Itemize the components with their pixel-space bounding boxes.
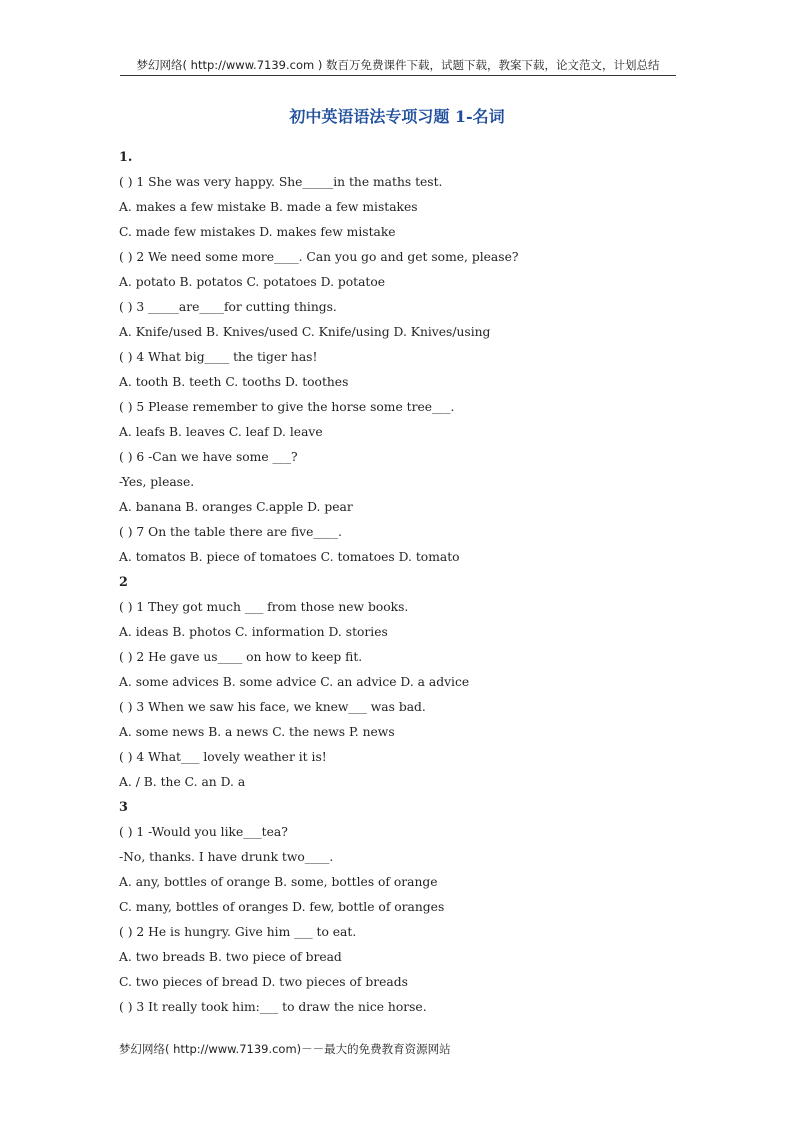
document-title: 初中英语语法专项习题 1-名词: [289, 107, 505, 126]
answer-options-line: A. / B. the C. an D. a: [119, 775, 246, 789]
answer-options-line: C. many, bottles of oranges D. few, bottle of oranges: [119, 900, 445, 914]
page-header: [120, 57, 676, 76]
answer-options-line: A. tomatos B. piece of tomatoes C. tomatoes D. tomato: [119, 550, 460, 564]
dialogue-line: -Yes, please.: [119, 475, 195, 489]
question-line: ( ) 5 Please remember to give the horse some tree___.: [119, 400, 455, 414]
question-line: ( ) 4 What___ lovely weather it is!: [119, 750, 327, 764]
document-body: [119, 145, 679, 1020]
question-line: ( ) 1 They got much ___ from those new books.: [119, 600, 409, 614]
question-line: ( ) 7 On the table there are five____.: [119, 525, 342, 539]
answer-options-line: A. any, bottles of orange B. some, bottles of orange: [119, 875, 438, 889]
answer-options-line: A. makes a few mistake B. made a few mistakes: [119, 200, 418, 214]
answer-options-line: A. some advices B. some advice C. an advice D. a advice: [119, 675, 470, 689]
section-heading: 2: [119, 575, 128, 590]
answer-options-line: A. two breads B. two piece of bread: [119, 950, 342, 964]
answer-options-line: A. ideas B. photos C. information D. stories: [119, 625, 388, 639]
page-footer: [119, 1041, 451, 1057]
question-line: ( ) 2 We need some more____. Can you go and get some, please?: [119, 250, 519, 264]
question-line: ( ) 3 It really took him:___ to draw the nice horse.: [119, 1000, 427, 1014]
answer-options-line: A. tooth B. teeth C. tooths D. toothes: [119, 375, 349, 389]
question-line: ( ) 6 -Can we have some ___?: [119, 450, 298, 464]
question-line: ( ) 2 He gave us____ on how to keep fit.: [119, 650, 363, 664]
answer-options-line: C. made few mistakes D. makes few mistake: [119, 225, 396, 239]
footer-text: 梦幻网络( http://www.7139.com)－－最大的免费教育资源网站: [119, 1042, 451, 1056]
answer-options-line: A. Knife/used B. Knives/used C. Knife/using D. Knives/using: [119, 325, 491, 339]
dialogue-line: -No, thanks. I have drunk two____.: [119, 850, 334, 864]
section-heading: 1.: [119, 150, 133, 165]
question-line: ( ) 2 He is hungry. Give him ___ to eat.: [119, 925, 357, 939]
answer-options-line: A. potato B. potatos C. potatoes D. potatoe: [119, 275, 386, 289]
answer-options-line: A. leafs B. leaves C. leaf D. leave: [119, 425, 323, 439]
question-line: ( ) 4 What big____ the tiger has!: [119, 350, 318, 364]
question-line: ( ) 3 _____are____for cutting things.: [119, 300, 337, 314]
section-heading: 3: [119, 800, 128, 815]
answer-options-line: A. some news B. a news C. the news P. news: [119, 725, 395, 739]
question-line: ( ) 1 She was very happy. She_____in the maths test.: [119, 175, 443, 189]
answer-options-line: C. two pieces of bread D. two pieces of breads: [119, 975, 408, 989]
header-text: 梦幻网络( http://www.7139.com ) 数百万免费课件下载，试题下载，教案下载，论文范文，计划总结: [136, 58, 660, 72]
question-line: ( ) 3 When we saw his face, we knew___ was bad.: [119, 700, 426, 714]
question-line: ( ) 1 -Would you like___tea?: [119, 825, 288, 839]
answer-options-line: A. banana B. oranges C.apple D. pear: [119, 500, 353, 514]
